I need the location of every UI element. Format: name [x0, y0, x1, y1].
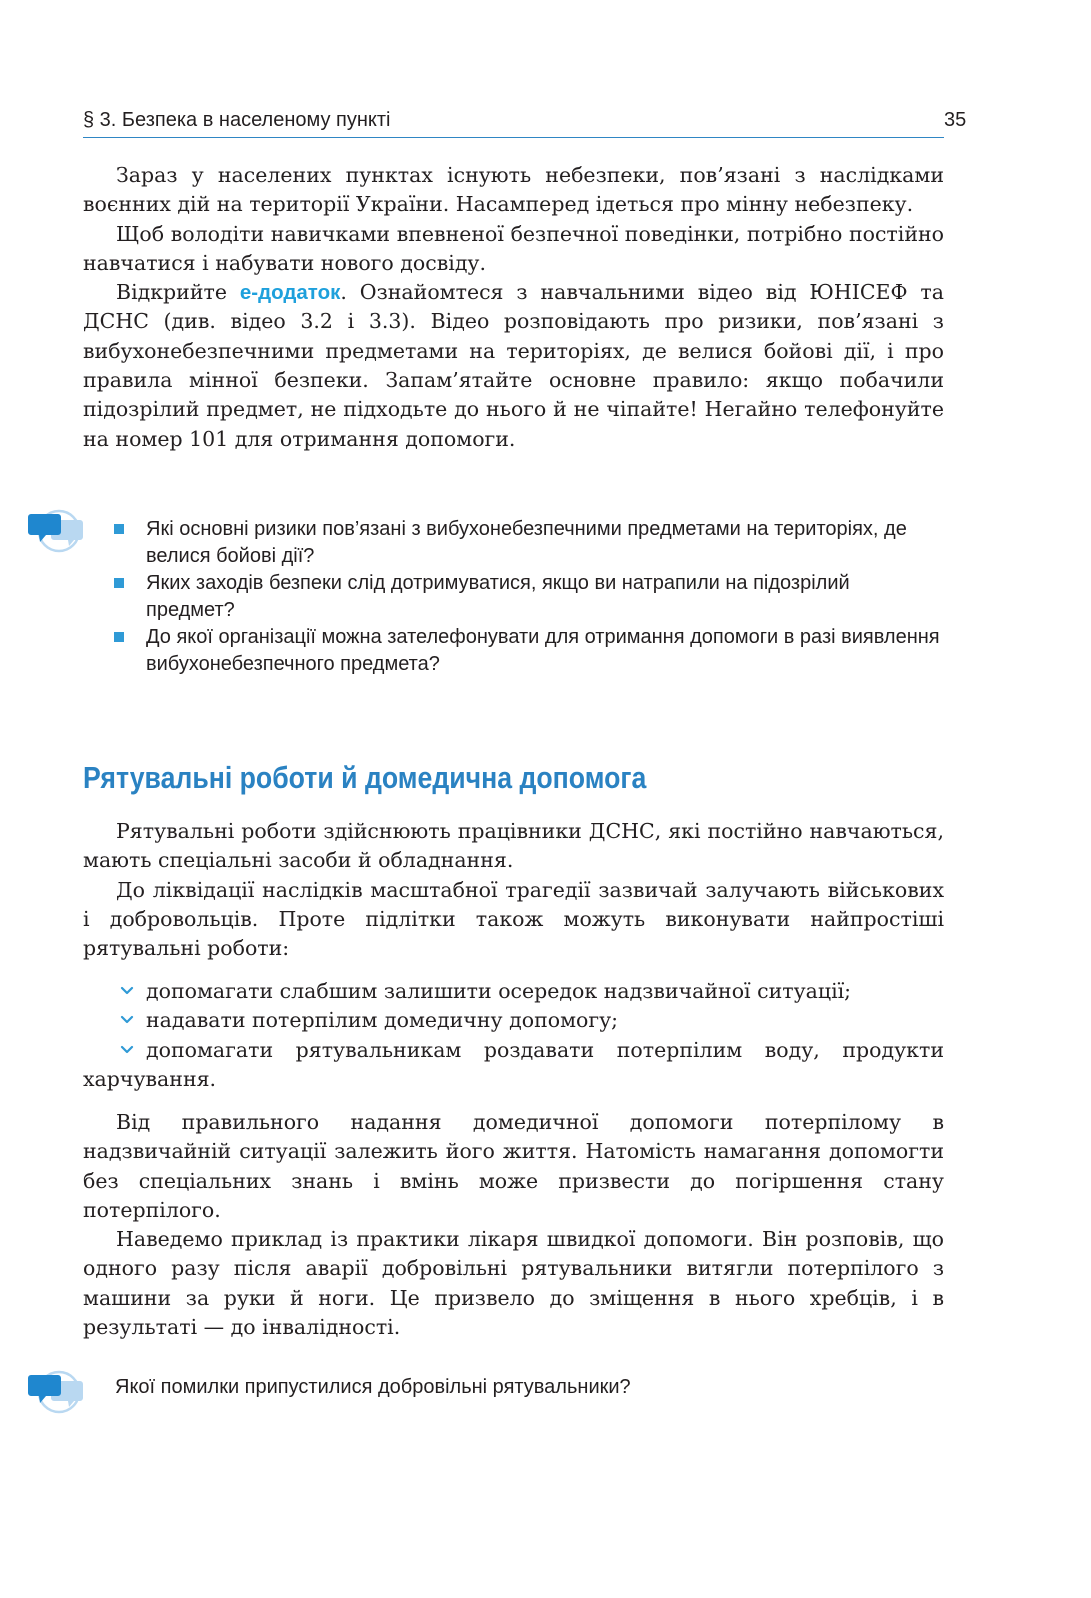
section-paragraph-3: Від правильного надання домедичної допомоги потерпілому в надзвичайній ситуації залежить його життя. Натомість намагання допомогти без спеціальних знань і вмінь може призвести до погіршення стану потерпілого.	[83, 1110, 944, 1222]
final-question: Якої помилки припустилися добровільні рятувальники?	[115, 1376, 631, 1398]
section-heading: Рятувальні роботи й домедична допомога	[83, 760, 647, 795]
section-text-top	[83, 817, 944, 963]
question-text: Які основні ризики пов’язані з вибухонебезпечними предметами на територіях, де велися бойові дії?	[146, 518, 907, 567]
question-text: До якої організації можна зателефонувати для отримання допомоги в разі виявлення вибухонебезпечного предмета?	[146, 626, 940, 675]
list-item	[83, 1036, 944, 1095]
intro-paragraph-3-start: Відкрийте	[116, 280, 240, 305]
square-bullet-icon	[114, 524, 124, 534]
intro-text	[83, 161, 944, 454]
intro-paragraph-3-rest: . Ознайомтеся з навчальними відео від ЮНІСЕФ та ДСНС (див. відео 3.2 і 3.3). Відео розповідають про ризики, пов’язані з вибухонебезпечними предметами на територіях, де велися бойові дії, і про правила мінної безпеки. Запам’ятайте основне правило: якщо побачили підозрілий предмет, не підходьте до нього й не чіпайте! Негайно телефонуйте на номер 101 для отримання допомоги.	[83, 280, 944, 451]
section-paragraph-2: До ліквідації наслідків масштабної трагедії зазвичай залучають військових і добровольців. Проте підлітки також можуть виконувати найпростіші рятувальні роботи:	[83, 877, 944, 961]
discussion-bubbles-icon	[28, 507, 84, 553]
check-item-text: допомагати рятувальникам роздавати потерпілим воду, продукти харчування.	[83, 1037, 944, 1091]
section-paragraph-4: Наведемо приклад із практики лікаря швидкої допомоги. Він розповів, що одного разу після аварії добровільні рятувальники витягли потерпілого з машини за руки й ноги. Це призвело до зміщення в нього хребців, і в результаті — до інвалідності.	[83, 1227, 944, 1340]
e-addon-link[interactable]: е-додаток	[239, 281, 341, 305]
question-list	[146, 516, 944, 678]
square-bullet-icon	[114, 578, 124, 588]
page-number: 35	[944, 109, 967, 131]
section-paragraph-1: Рятувальні роботи здійснюють працівники ДСНС, які постійно навчаються, мають спеціальні засоби й обладнання.	[83, 819, 944, 873]
list-item	[83, 1006, 944, 1035]
square-bullet-icon	[114, 632, 124, 642]
running-head-section: § 3. Безпека в населеному пункті	[83, 109, 391, 131]
list-item	[146, 516, 944, 569]
intro-paragraph-2: Щоб володіти навичками впевненої безпечної поведінки, потрібно постійно навчатися і набувати нового досвіду.	[83, 221, 944, 275]
check-list	[83, 977, 944, 1094]
check-item-text: допомагати слабшим залишити осередок надзвичайної ситуації;	[146, 979, 852, 1003]
list-item	[146, 570, 944, 623]
running-head	[83, 107, 944, 138]
section-text-bottom	[83, 1108, 944, 1342]
discussion-bubbles-icon	[28, 1368, 84, 1414]
intro-paragraph-1: Зараз у населених пунктах існують небезпеки, пов’язані з наслідками воєнних дій на території України. Насамперед ідеться про мінну небезпеку.	[83, 163, 944, 217]
list-item	[83, 977, 944, 1006]
intro-paragraph-3	[83, 278, 944, 454]
list-item	[146, 624, 944, 677]
check-item-text: надавати потерпілим домедичну допомогу;	[146, 1008, 619, 1033]
question-text: Яких заходів безпеки слід дотримуватися, якщо ви натрапили на підозрілий предмет?	[146, 572, 850, 621]
